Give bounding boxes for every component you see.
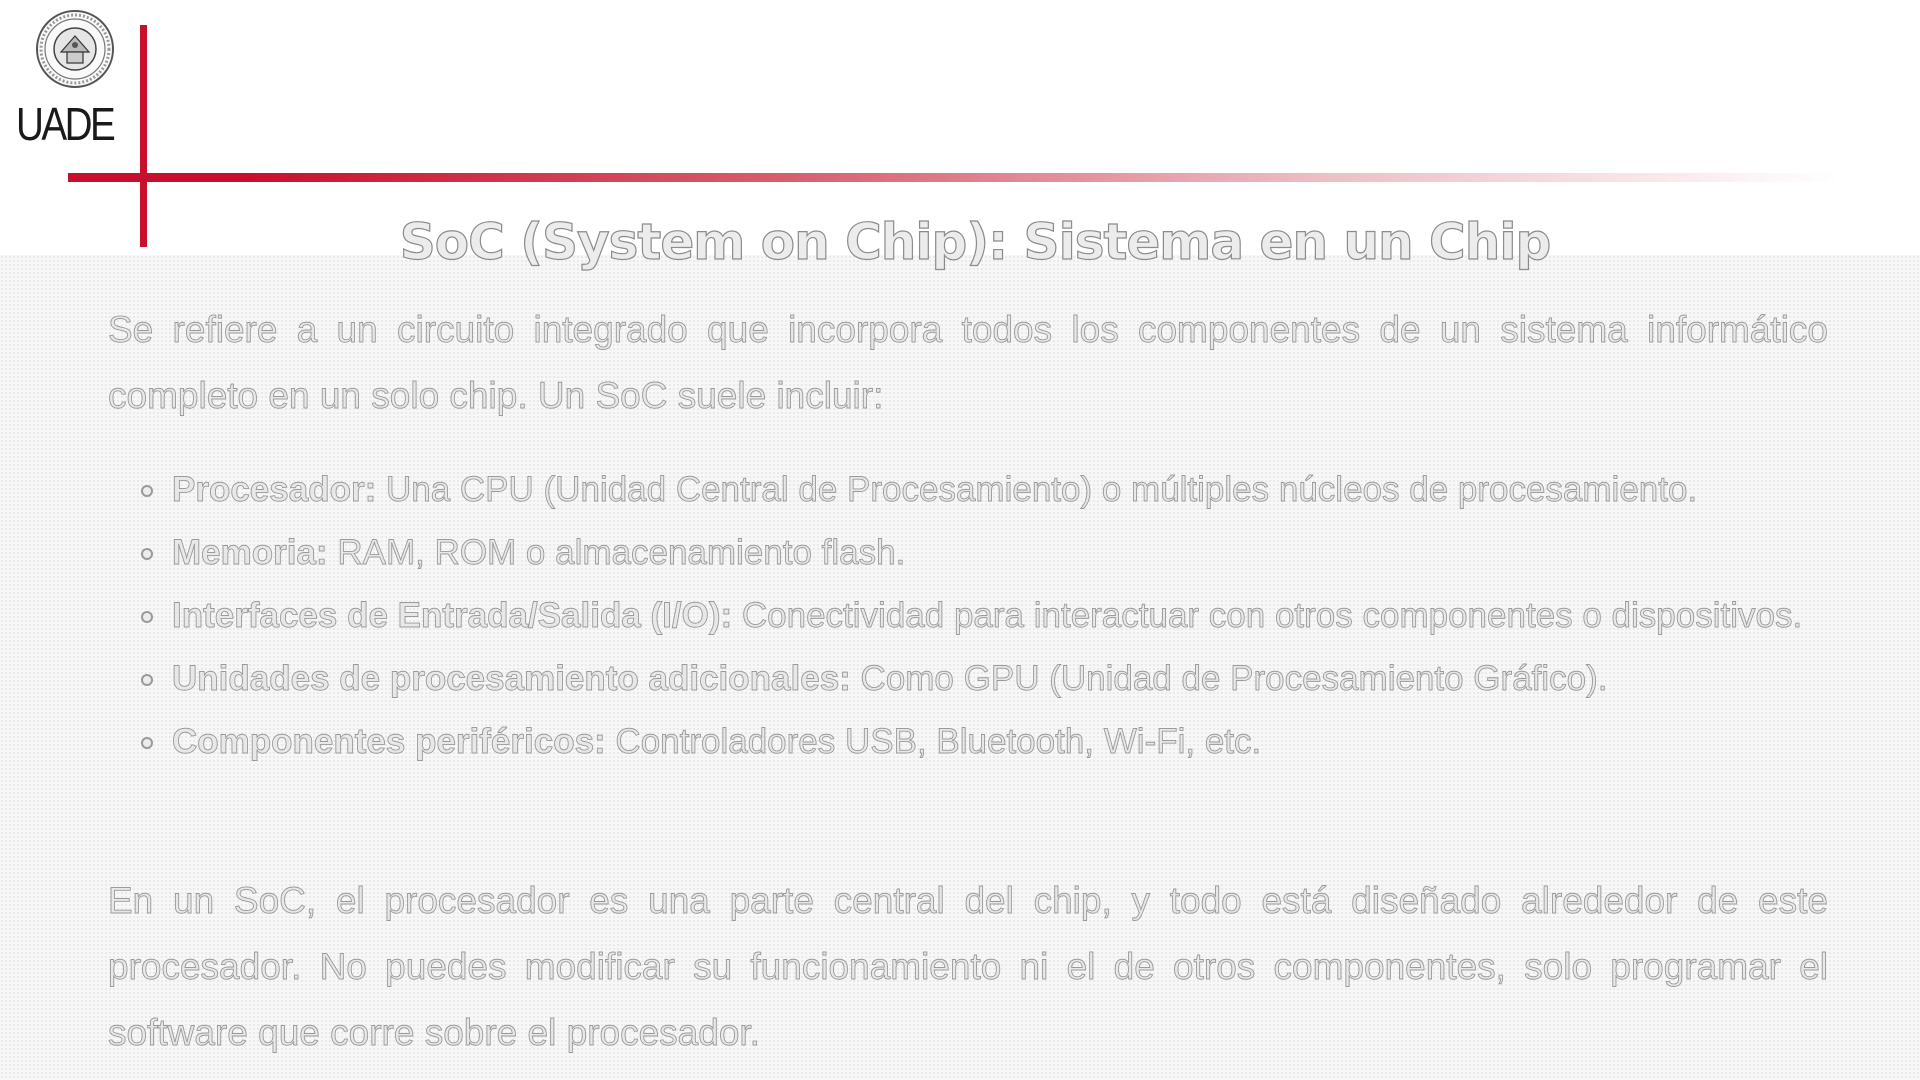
list-item: [108, 521, 1828, 584]
component-list: [108, 458, 1828, 773]
uade-logo: [16, 8, 128, 148]
list-item-text: Conectividad para interactuar con otros componentes o dispositivos.: [732, 596, 1803, 635]
bullet-icon: [141, 611, 153, 623]
list-item-text: Controladores USB, Bluetooth, Wi-Fi, etc.: [605, 722, 1262, 761]
logo-text: UADE: [16, 98, 114, 150]
list-item: [108, 584, 1828, 647]
list-item-term: Unidades de procesamiento adicionales:: [172, 659, 851, 698]
list-item: [108, 647, 1828, 710]
intro-paragraph: Se refiere a un circuito integrado que incorpora todos los componentes de un sistema informático completo en un solo chip. Un SoC suele incluir:: [108, 309, 1828, 416]
list-item-term: Componentes periféricos:: [172, 722, 606, 761]
university-seal-icon: [34, 8, 116, 90]
bullet-icon: [141, 674, 153, 686]
list-item-term: Memoria:: [172, 533, 328, 572]
list-item: [108, 710, 1828, 773]
list-item-text: RAM, ROM o almacenamiento flash.: [327, 533, 906, 572]
list-item-text: Como GPU (Unidad de Procesamiento Gráfico).: [850, 659, 1608, 698]
accent-horizontal-line: [68, 173, 1840, 182]
list-item-text: Una CPU (Unidad Central de Procesamiento) o múltiples núcleos de procesamiento.: [376, 470, 1698, 509]
list-item: [108, 458, 1828, 521]
bullet-icon: [141, 485, 153, 497]
slide-title: SoC (System on Chip): Sistema en un Chip: [399, 213, 1551, 271]
bullet-icon: [141, 548, 153, 560]
conclusion-paragraph: En un SoC, el procesador es una parte central del chip, y todo está diseñado alrededor de este procesador. No puedes modificar su funcionamiento ni el de otros componentes, solo programar el software que corre sobre el procesador.: [108, 880, 1828, 1053]
list-item-term: Interfaces de Entrada/Salida (I/O):: [172, 596, 733, 635]
bullet-icon: [141, 737, 153, 749]
list-item-term: Procesador:: [172, 470, 377, 509]
